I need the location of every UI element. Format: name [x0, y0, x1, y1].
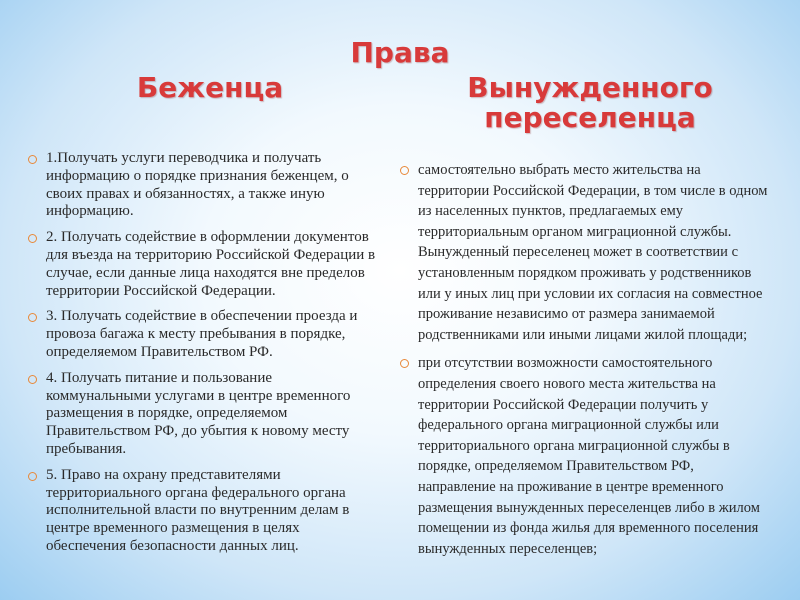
- refugee-rights-list: [28, 150, 380, 564]
- circle-bullet-icon: [28, 234, 37, 243]
- list-item: [28, 150, 380, 221]
- list-item: [28, 229, 380, 300]
- list-item-text: 1.Получать услуги переводчика и получать информацию о порядке признания беженцем, о своих правах и обязанностях, а также иную информацию.: [46, 150, 349, 220]
- list-item: [400, 353, 770, 559]
- circle-bullet-icon: [400, 359, 409, 368]
- list-item-text: 3. Получать содействие в обеспечении проезда и провоза багажа к месту пребывания в порядке, определяемом Правительством РФ.: [46, 308, 358, 360]
- circle-bullet-icon: [400, 166, 409, 175]
- displaced-person-rights-list: [400, 160, 770, 567]
- list-item: [28, 467, 380, 556]
- list-item-text: при отсутствии возможности самостоятельного определения своего нового места жительства на территории Российской Федерации получить у федерального органа миграционной службы или территориального органа миграционной службы в порядке, определяемом Правительством РФ, направление на проживание в центре временного размещения вынужденных переселенцев либо в жилом помещении из фонда жилья для временного поселения вынужденных переселенцев;: [418, 355, 760, 557]
- displaced-person-heading: Вынужденного переселенца: [467, 71, 713, 134]
- list-item: [28, 308, 380, 361]
- list-item-text: 2. Получать содействие в оформлении документов для въезда на территорию Российской Федерации в случае, если данные лица находятся вне пределов территории Российской Федерации.: [46, 229, 376, 299]
- list-item-text: 5. Право на охрану представителями территориального органа федерального органа исполнительной власти по внутренним делам в центре временного размещения в целях обеспечения безопасности данных лиц.: [46, 466, 350, 554]
- circle-bullet-icon: [28, 472, 37, 481]
- list-item: [28, 370, 380, 459]
- list-item-text: 4. Получать питание и пользование коммунальными услугами в центре временного размещения в порядке, определяемом Правительством РФ, до убытия к новому месту пребывания.: [46, 369, 351, 457]
- circle-bullet-icon: [28, 155, 37, 164]
- list-item: [400, 160, 770, 345]
- circle-bullet-icon: [28, 375, 37, 384]
- list-item-text: самостоятельно выбрать место жительства на территории Российской Федерации, в том числе в одном из населенных пунктов, предлагаемых ему территориальным органом миграционной службы. Вынужденный переселенец может в соответствии с установленным порядком проживать у родственников или у иных лиц при условии их согласия на совместное проживание независимо от размера занимаемой родственниками или иными лицами жилой площади;: [418, 162, 768, 343]
- circle-bullet-icon: [28, 313, 37, 322]
- page-title: Права: [350, 36, 450, 69]
- refugee-heading: Беженца: [136, 71, 284, 104]
